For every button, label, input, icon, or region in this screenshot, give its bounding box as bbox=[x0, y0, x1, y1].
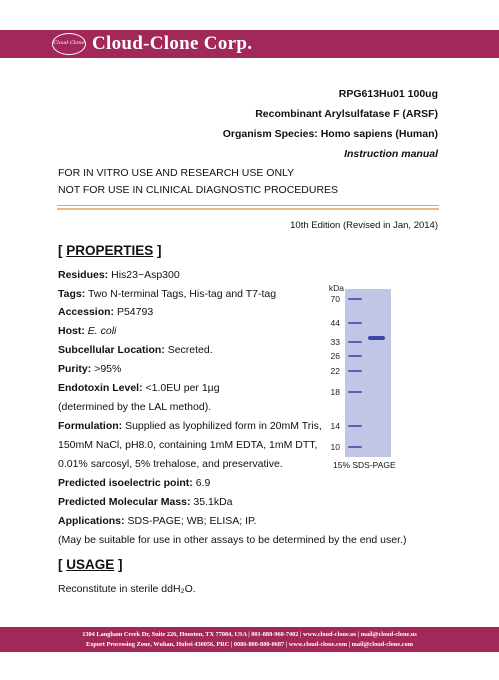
catalog-number: RPG613Hu01 100ug bbox=[338, 88, 438, 100]
accession-label: Accession: bbox=[58, 306, 115, 318]
residues-row bbox=[58, 269, 180, 282]
marker-band bbox=[348, 355, 362, 357]
purity-label: Purity: bbox=[58, 363, 92, 375]
edition: 10th Edition (Revised in Jan, 2014) bbox=[290, 220, 438, 231]
marker-band bbox=[348, 391, 362, 393]
mw-value: 35.1kDa bbox=[193, 496, 233, 508]
marker-label-14: 14 bbox=[330, 421, 340, 431]
marker-band bbox=[348, 322, 362, 324]
divider bbox=[57, 208, 439, 210]
pi-value: 6.9 bbox=[195, 477, 211, 489]
accession-value: P54793 bbox=[116, 306, 154, 318]
product-name: Recombinant Arylsulfatase F (ARSF) bbox=[255, 108, 438, 120]
formulation-line-3: 0.01% sarcosyl, 5% trehalose, and preservative. bbox=[58, 458, 283, 470]
cloud-logo-icon bbox=[52, 33, 86, 55]
marker-band bbox=[348, 446, 362, 448]
endotoxin-value: <1.0EU per 1µg bbox=[145, 382, 220, 394]
marker-label-44: 44 bbox=[330, 318, 340, 328]
marker-label-26: 26 bbox=[330, 351, 340, 361]
tags-label: Tags: bbox=[58, 288, 86, 300]
gel-caption: 15% SDS-PAGE bbox=[333, 460, 396, 470]
tags-row bbox=[58, 288, 276, 301]
divider bbox=[57, 205, 439, 206]
applications-value: SDS-PAGE; WB; ELISA; IP. bbox=[127, 515, 257, 527]
doc-type: Instruction manual bbox=[344, 148, 438, 160]
mw-row bbox=[58, 496, 233, 509]
accession-row bbox=[58, 306, 153, 319]
residues-label: Residues: bbox=[58, 269, 109, 281]
organism-species: Organism Species: Homo sapiens (Human) bbox=[222, 128, 438, 140]
endotoxin-row bbox=[58, 382, 220, 395]
marker-label-18: 18 bbox=[330, 387, 340, 397]
applications-row bbox=[58, 515, 257, 528]
marker-band bbox=[348, 298, 362, 300]
mw-label: Predicted Molecular Mass: bbox=[58, 496, 191, 508]
applications-note: (May be suitable for use in other assays to be determined by the end user.) bbox=[58, 534, 407, 546]
use-note-research: FOR IN VITRO USE AND RESEARCH USE ONLY bbox=[58, 167, 295, 179]
pi-row bbox=[58, 477, 210, 490]
sds-page-gel-image bbox=[345, 289, 391, 457]
formulation-line-2: 150mM NaCl, pH8.0, containing 1mM EDTA, 1mM DTT, bbox=[58, 439, 318, 451]
subcellular-row bbox=[58, 344, 213, 357]
logo-mark-text: Cloud-Clone bbox=[53, 40, 85, 46]
marker-band bbox=[348, 341, 362, 343]
subcellular-value: Secreted. bbox=[167, 344, 213, 356]
footer-cn-address: Export Processing Zone, Wuhan, Hubei 430056, PRC | 0086-800-880-0687 | www.cloud-clone.com | mail@cloud-clone.com bbox=[86, 641, 413, 648]
formulation-label: Formulation: bbox=[58, 420, 123, 432]
company-logo bbox=[52, 30, 252, 58]
purity-row bbox=[58, 363, 121, 376]
residues-value: His23~Asp300 bbox=[111, 269, 180, 281]
host-label: Host: bbox=[58, 325, 85, 337]
usage-heading: [ USAGE ] bbox=[58, 557, 123, 572]
host-row bbox=[58, 325, 116, 338]
formulation-row bbox=[58, 420, 322, 433]
pi-label: Predicted isoelectric point: bbox=[58, 477, 193, 489]
marker-band bbox=[348, 425, 362, 427]
marker-label-10: 10 bbox=[330, 442, 340, 452]
gel-unit-label: kDa bbox=[328, 283, 344, 293]
marker-label-22: 22 bbox=[330, 366, 340, 376]
protein-band bbox=[368, 336, 385, 340]
footer-us-address: 1304 Langham Creek Dr, Suite 226, Houston, TX 77084, USA | 001-888-960-7402 | www.cloud-clone.us | mail@cloud-clone.us bbox=[82, 631, 417, 638]
usage-text: Reconstitute in sterile ddH₂O. bbox=[58, 583, 196, 595]
endotoxin-label: Endotoxin Level: bbox=[58, 382, 143, 394]
formulation-value: Supplied as lyophilized form in 20mM Tris, bbox=[125, 420, 322, 432]
logo-text: Cloud-Clone Corp. bbox=[92, 33, 253, 54]
marker-label-33: 33 bbox=[330, 337, 340, 347]
subcellular-label: Subcellular Location: bbox=[58, 344, 165, 356]
usage-title: USAGE bbox=[66, 557, 115, 572]
purity-value: >95% bbox=[94, 363, 122, 375]
properties-title: PROPERTIES bbox=[66, 243, 154, 258]
tags-value: Two N-terminal Tags, His-tag and T7-tag bbox=[87, 288, 277, 300]
marker-band bbox=[348, 370, 362, 372]
use-note-clinical: NOT FOR USE IN CLINICAL DIAGNOSTIC PROCEDURES bbox=[58, 184, 339, 196]
properties-heading: [ PROPERTIES ] bbox=[58, 243, 162, 258]
marker-label-70: 70 bbox=[330, 294, 340, 304]
host-value: E. coli bbox=[87, 325, 117, 337]
applications-label: Applications: bbox=[58, 515, 125, 527]
endotoxin-note: (determined by the LAL method). bbox=[58, 401, 212, 413]
